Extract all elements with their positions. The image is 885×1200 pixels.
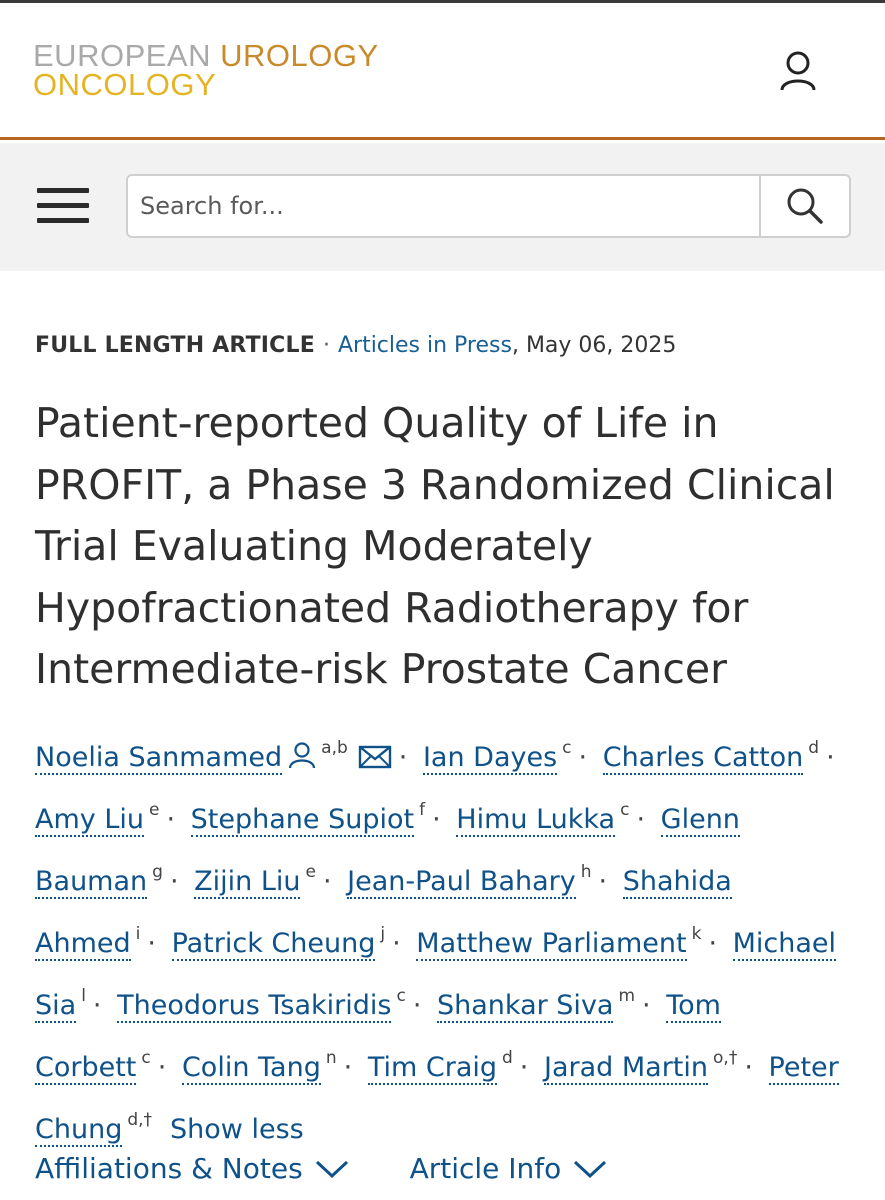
- author-separator: ·: [744, 1052, 753, 1083]
- author-list: [35, 722, 865, 1156]
- affiliation-superscript: o,†: [713, 1048, 738, 1068]
- author-separator: ·: [322, 866, 332, 897]
- author-link[interactable]: Charles Catton: [602, 742, 804, 773]
- articles-in-press-link[interactable]: Articles in Press: [337, 333, 512, 358]
- author-separator: ·: [432, 804, 441, 835]
- search-icon: [785, 186, 825, 226]
- show-less-button[interactable]: Show less: [170, 1114, 304, 1145]
- search-box: [126, 174, 851, 238]
- author-link[interactable]: Tim Craig: [367, 1052, 497, 1083]
- author-link[interactable]: Zijin Liu: [194, 866, 301, 897]
- corresponding-author-icon: [288, 741, 316, 769]
- search-input[interactable]: [140, 184, 750, 228]
- logo-word-european: EUROPEAN: [33, 38, 211, 73]
- author-separator: ·: [708, 928, 718, 959]
- affiliation-superscript: e: [149, 800, 160, 820]
- author-separator: ·: [412, 990, 422, 1021]
- author-link[interactable]: Patrick Cheung: [171, 928, 376, 959]
- article-type: FULL LENGTH ARTICLE: [35, 333, 315, 358]
- author-link[interactable]: Himu Lukka: [456, 804, 616, 835]
- affiliations-notes-toggle[interactable]: [35, 1152, 349, 1185]
- chevron-down-icon: [573, 1159, 607, 1179]
- author-separator: ·: [392, 928, 401, 959]
- logo-word-oncology: ONCOLOGY: [33, 67, 217, 102]
- affiliation-superscript: j: [380, 924, 386, 944]
- affiliation-superscript: c: [562, 738, 572, 758]
- author-separator: ·: [578, 742, 588, 773]
- email-icon[interactable]: [358, 745, 392, 769]
- affiliation-superscript: d,†: [127, 1110, 153, 1130]
- affiliation-superscript: f: [419, 800, 426, 820]
- author-link[interactable]: Theodorus Tsakiridis: [117, 990, 392, 1021]
- menu-button[interactable]: [37, 186, 89, 226]
- affiliation-superscript: k: [691, 924, 702, 944]
- author-link[interactable]: Matthew Parliament: [416, 928, 687, 959]
- article-meta: [35, 333, 676, 358]
- affiliation-superscript: d: [808, 738, 820, 758]
- author-separator: ·: [166, 804, 176, 835]
- author-separator: ·: [343, 1052, 353, 1083]
- author-link[interactable]: Amy Liu: [35, 804, 144, 835]
- author-link[interactable]: Tom Corbett: [35, 990, 721, 1083]
- author-separator: ·: [92, 990, 102, 1021]
- article-section-links: [35, 1152, 607, 1185]
- logo-word-urology: UROLOGY: [220, 38, 379, 73]
- user-account-button[interactable]: [774, 47, 822, 95]
- author-separator: ·: [826, 742, 835, 773]
- author-separator: ·: [598, 866, 608, 897]
- search-button[interactable]: [759, 176, 849, 236]
- affiliation-superscript: c: [141, 1048, 151, 1068]
- author-link[interactable]: Ian Dayes: [422, 742, 558, 773]
- article-title: Patient-reported Quality of Life in PROFIT, a Phase 3 Randomized Clinical Trial Evaluating Moderately Hypofractionated Radiotherapy for Intermediate-risk Prostate Cancer: [35, 399, 835, 693]
- affiliation-superscript: c: [620, 800, 630, 820]
- journal-logo[interactable]: [33, 38, 379, 102]
- hamburger-menu-icon: [37, 203, 89, 208]
- affiliation-superscript: l: [81, 986, 86, 1006]
- author-link[interactable]: Shahida Ahmed: [35, 866, 732, 959]
- author-link[interactable]: Stephane Supiot: [190, 804, 415, 835]
- author-separator: ·: [642, 990, 651, 1021]
- affiliation-superscript: i: [135, 924, 141, 944]
- affiliation-superscript: n: [325, 1048, 337, 1068]
- author-separator: ·: [519, 1052, 529, 1083]
- publication-date: , May 06, 2025: [511, 333, 677, 358]
- author-link[interactable]: Glenn Bauman: [35, 804, 740, 897]
- logo-line-1: [33, 38, 379, 73]
- author-link[interactable]: Peter Chung: [35, 1052, 839, 1145]
- author-separator: ·: [157, 1052, 167, 1083]
- affiliation-superscript: d: [502, 1048, 513, 1068]
- author-link[interactable]: Michael Sia: [35, 928, 837, 1021]
- author-link[interactable]: Shankar Siva: [437, 990, 614, 1021]
- user-icon: [778, 50, 818, 92]
- site-header: [0, 0, 885, 140]
- affiliation-superscript: a,b: [321, 738, 348, 758]
- author-separator: ·: [169, 866, 179, 897]
- affiliation-superscript: h: [580, 862, 592, 882]
- author-link[interactable]: Jean-Paul Bahary: [347, 866, 576, 897]
- article-info-toggle[interactable]: [410, 1152, 608, 1185]
- author-link[interactable]: Jarad Martin: [543, 1052, 709, 1083]
- meta-separator: ·: [322, 333, 330, 358]
- hamburger-menu-icon: [37, 218, 89, 223]
- affiliation-superscript: g: [152, 862, 163, 882]
- affiliations-notes-label: Affiliations & Notes: [35, 1152, 303, 1185]
- author-separator: ·: [398, 742, 408, 773]
- author-separator: ·: [147, 928, 156, 959]
- hamburger-menu-icon: [37, 188, 89, 193]
- affiliation-superscript: c: [396, 986, 406, 1006]
- author-link[interactable]: Colin Tang: [181, 1052, 321, 1083]
- affiliation-superscript: e: [305, 862, 316, 882]
- chevron-down-icon: [315, 1159, 349, 1179]
- affiliation-superscript: m: [618, 986, 636, 1006]
- author-link[interactable]: Noelia Sanmamed: [35, 742, 283, 773]
- article-info-label: Article Info: [409, 1152, 562, 1185]
- author-separator: ·: [636, 804, 646, 835]
